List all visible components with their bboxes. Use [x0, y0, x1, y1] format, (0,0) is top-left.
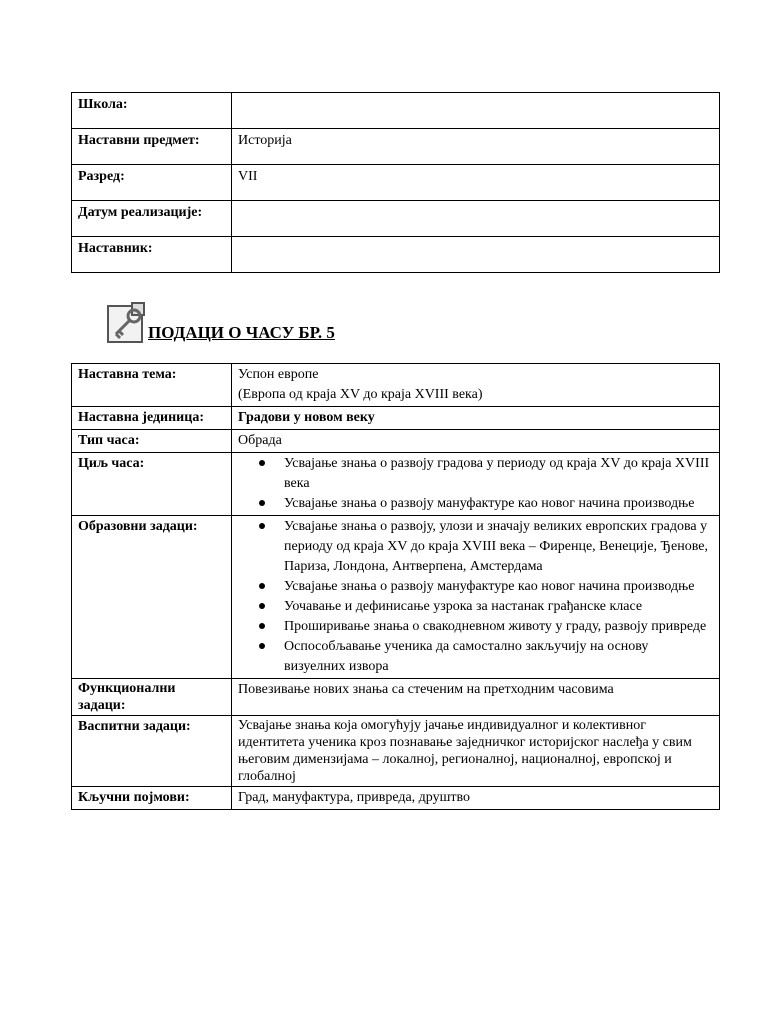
table-row [72, 93, 720, 129]
topic-label: Наставна тема: [72, 364, 232, 407]
list-item: Оспособљавање ученика да самостално закључију на основу визуелних извора [284, 637, 713, 677]
topic-line-2: (Европа од краја XV до краја XVIII века) [238, 387, 483, 402]
date-value [232, 201, 720, 237]
subject-value: Историја [232, 129, 720, 165]
edu-tasks-label: Образовни задаци: [72, 516, 232, 679]
grade-label: Разред: [72, 165, 232, 201]
lesson-data-table [71, 363, 720, 810]
school-info-table [71, 92, 720, 273]
table-row [72, 430, 720, 453]
lesson-heading [106, 302, 335, 344]
edu-tasks-cell [232, 516, 720, 679]
table-row [72, 201, 720, 237]
subject-label: Наставни предмет: [72, 129, 232, 165]
key-icon [106, 302, 146, 344]
lesson-heading-text: ПОДАЦИ О ЧАСУ БР. 5 [148, 323, 335, 342]
teacher-label: Наставник: [72, 237, 232, 273]
goal-list [238, 454, 713, 514]
edu-tasks-list [238, 517, 713, 677]
school-label: Школа: [72, 93, 232, 129]
unit-value: Градови у новом веку [232, 407, 720, 430]
goal-list-cell [232, 453, 720, 516]
table-row [72, 679, 720, 716]
list-item: Усвајање знања о развоју мануфактуре као новог начина производње [284, 494, 713, 514]
teacher-value [232, 237, 720, 273]
table-row [72, 237, 720, 273]
key-terms-value: Град, мануфактура, привреда, друштво [232, 787, 720, 810]
type-label: Тип часа: [72, 430, 232, 453]
table-row [72, 165, 720, 201]
school-value [232, 93, 720, 129]
grade-value: VII [232, 165, 720, 201]
type-value: Обрада [232, 430, 720, 453]
list-item: Уочавање и дефинисање узрока за настанак грађанске класе [284, 597, 713, 617]
table-row [72, 364, 720, 407]
list-item: Усвајање знања о развоју мануфактуре као новог начина производње [284, 577, 713, 597]
upbringing-tasks-value: Усвајање знања која омогућују јачање индивидуалног и колективног идентитета ученика кроз познавање заједничког историјског наслеђа у свим његовим димензијама – локалној, регионалној, националној, европској и глобалној [232, 716, 720, 787]
table-row [72, 787, 720, 810]
table-row [72, 407, 720, 430]
func-tasks-label: Функционални задаци: [72, 679, 232, 716]
unit-label: Наставна јединица: [72, 407, 232, 430]
topic-value [232, 364, 720, 407]
table-row [72, 453, 720, 516]
upbringing-tasks-label: Васпитни задаци: [72, 716, 232, 787]
list-item: Усвајање знања о развоју градова у периоду од краја XV до краја XVIII века [284, 454, 713, 494]
list-item: Проширивање знања о свакодневном животу у граду, развоју привреде [284, 617, 713, 637]
topic-line-1: Успон европе [238, 367, 319, 382]
key-terms-label: Кључни појмови: [72, 787, 232, 810]
table-row [72, 129, 720, 165]
table-row [72, 516, 720, 679]
date-label: Датум реализације: [72, 201, 232, 237]
table-row [72, 716, 720, 787]
goal-label: Циљ часа: [72, 453, 232, 516]
list-item: Усвајање знања о развоју, улози и значају великих европских градова у периоду од краја XV до краја XVIII века – Фиренце, Венеције, Ђенове, Париза, Лондона, Антверпена, Амстердама [284, 517, 713, 577]
func-tasks-value: Повезивање нових знања са стеченим на претходним часовима [232, 679, 720, 716]
